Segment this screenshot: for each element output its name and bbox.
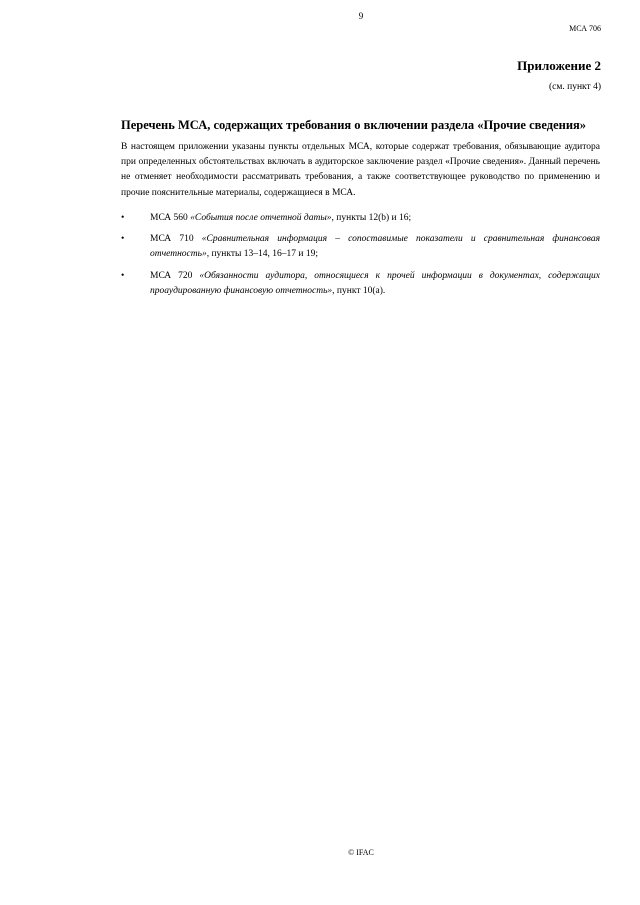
standard-title: «Сравнительная информация – сопоставимые показатели и сравнительная финансовая отчетность» bbox=[150, 234, 601, 260]
bullet-icon: • bbox=[121, 270, 125, 281]
standard-title: «События после отчетной даты» bbox=[190, 213, 332, 223]
standard-code: МСА 710 bbox=[150, 234, 194, 245]
appendix-reference: (см. пункт 4) bbox=[549, 82, 601, 92]
section-heading: Перечень МСА, содержащих требования о включении раздела «Прочие сведения» bbox=[121, 118, 587, 132]
standard-points: , пункты 12(b) и 16; bbox=[331, 213, 412, 223]
page-number: 9 bbox=[358, 11, 364, 21]
intro-paragraph: В настоящем приложении указаны пункты отдельных МСА, которые содержат требования, обязывающие аудитора при определенных обстоятельствах включать в аудиторское заключение раздел «Прочие сведения». Данный перечень не отменяет необходимости рассматривать требования, а также соответствующее руководство по применению и прочие пояснительные материалы, содержащиеся в МСА. bbox=[121, 142, 600, 198]
list-item bbox=[121, 211, 600, 226]
standards-list bbox=[121, 211, 600, 305]
standard-code: МСА 560 bbox=[150, 213, 188, 223]
list-item bbox=[121, 232, 600, 262]
bullet-icon: • bbox=[121, 234, 125, 245]
standard-title: «Обязанности аудитора, относящиеся к прочей информации в документах, содержащих проаудированную финансовую отчетность» bbox=[150, 270, 601, 296]
list-item bbox=[121, 269, 600, 299]
document-code: МСА 706 bbox=[569, 24, 601, 33]
footer-copyright: © IFAC bbox=[348, 848, 374, 857]
standard-points: , пункт 10(a). bbox=[332, 285, 386, 296]
bullet-icon: • bbox=[121, 213, 125, 223]
standard-points: , пункты 13–14, 16–17 и 19; bbox=[206, 249, 319, 260]
appendix-title: Приложение 2 bbox=[517, 58, 601, 73]
standard-code: МСА 720 bbox=[150, 270, 193, 281]
